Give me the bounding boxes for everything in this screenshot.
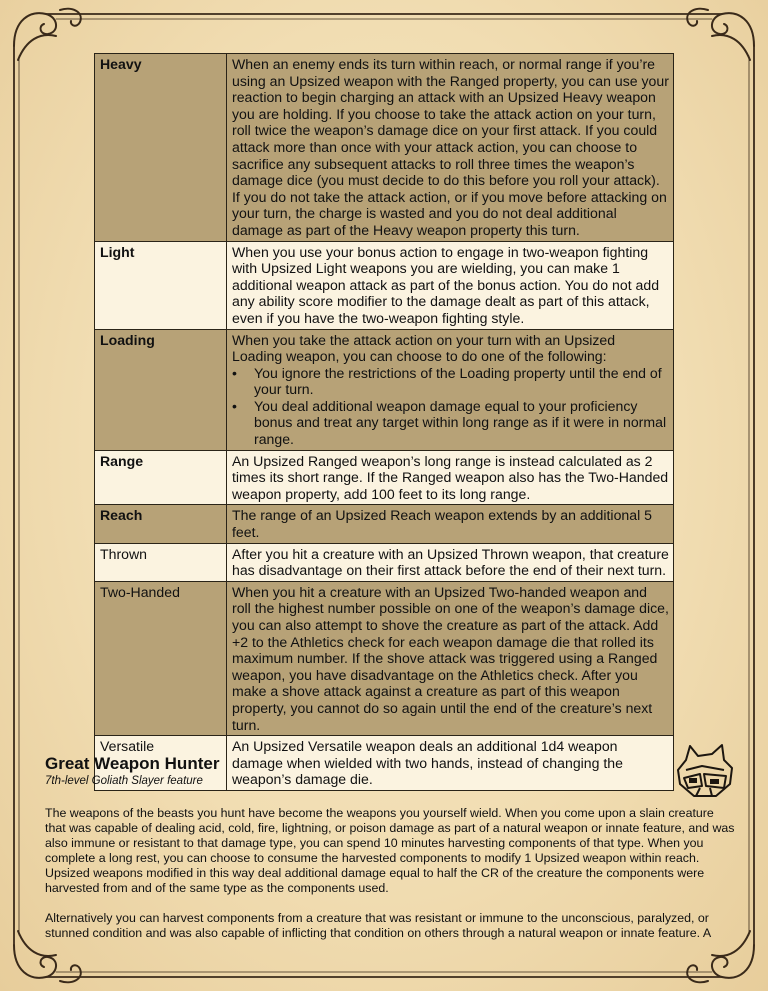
property-row <box>95 241 674 329</box>
property-row <box>95 505 674 543</box>
section-title: Great Weapon Hunter <box>45 754 220 773</box>
property-row <box>95 54 674 242</box>
property-row <box>95 450 674 505</box>
property-name: Range <box>95 450 227 505</box>
property-description: After you hit a creature with an Upsized Thrown weapon, that creature has disadvantage on their first attack before the end of their next turn. <box>232 545 669 579</box>
weapon-properties-table <box>94 53 674 791</box>
property-name: Heavy <box>95 54 227 242</box>
property-description-cell <box>227 543 674 581</box>
property-description: An Upsized Versatile weapon deals an additional 1d4 weapon damage when wielded with two hands, instead of changing the weapon’s damage die. <box>232 738 623 788</box>
property-description: The range of an Upsized Reach weapon extends by an additional 5 feet. <box>232 507 652 541</box>
goliath-helmet-icon <box>672 742 738 800</box>
property-description: When you hit a creature with an Upsized Two-handed weapon and roll the highest number possible on one of the weapon’s damage dice, you can also attempt to shove the creature as part of the attack. Add +2 to the Athletics check for each weapon damage die that rolled its maximum number. If the shove attack was triggered using a Ranged weapon, you have disadvantage on the Athletics check. After you make a shove attack against a creature as part of this weapon property, you cannot do so again until the end of the creature’s next turn. <box>232 583 669 733</box>
property-row <box>95 543 674 581</box>
section-subtitle: 7th-level Goliath Slayer feature <box>45 775 203 787</box>
property-description-cell <box>227 505 674 543</box>
property-description-cell <box>227 329 674 450</box>
property-description: An Upsized Ranged weapon’s long range is instead calculated as 2 times its short range. If the Ranged weapon also has the Two-Handed weapon property, add 100 feet to its long range. <box>232 452 669 502</box>
property-name: Light <box>95 241 227 329</box>
body-paragraph: Alternatively you can harvest components from a creature that was resistant or immune to the unconscious, paralyzed, or stunned condition and was also capable of inflicting that condition on others through a natural weapon or innate feature. A <box>45 911 712 941</box>
property-name: Two-Handed <box>95 581 227 735</box>
body-paragraph: The weapons of the beasts you hunt have become the weapons you yourself wield. When you come upon a slain creature that was capable of dealing acid, cold, fire, lightning, or poison damage as part of a natural weapon or innate feature, and was also immune or resistant to that damage type, you can spend 10 minutes harvesting components of that type. When you complete a long rest, you can choose to consume the harvested components to modify 1 Upsized weapon within reach. Upsized weapons modified in this way deal additional damage equal to half the CR of the creature the components were harvested from and of the same type as the components used. <box>45 806 735 896</box>
property-row <box>95 581 674 735</box>
property-description: When an enemy ends its turn within reach, or normal range if you’re using an Upsized weapon with the Ranged property, you can use your reaction to begin charging an attack with an Upsized Heavy weapon you are holding. If you choose to take the attack action on your turn, roll twice the weapon’s damage dice on your first attack. If you could attack more than once with your attack action, you can choose to sacrifice any subsequent attacks to roll three times the weapon’s damage dice (you must decide to do this before you roll your attack). If you do not take the attack action, or if you move before attacking on your turn, the charge is wasted and you do not deal additional damage as part of the Heavy weapon property this turn. <box>232 56 669 238</box>
property-row <box>95 329 674 450</box>
properties-table-body <box>95 54 674 791</box>
property-description-cell <box>227 736 674 791</box>
property-description-cell <box>227 581 674 735</box>
property-bullet-list <box>232 365 669 448</box>
property-description: When you use your bonus action to engage in two-weapon fighting with Upsized Light weapons you are wielding, you can make 1 additional weapon attack as part of the bonus action. You do not add any ability score modifier to the damage dealt as part of this attack, even if you have the two-weapon fighting style. <box>232 243 660 326</box>
property-name: Versatile <box>95 736 227 791</box>
property-description-cell <box>227 54 674 242</box>
property-description-cell <box>227 241 674 329</box>
bullet-item: • You deal additional weapon damage equal to your proficiency bonus and treat any target within long range as if it were in normal range. <box>232 398 669 448</box>
bullet-item: • You ignore the restrictions of the Loading property until the end of your turn. <box>232 365 669 398</box>
property-name: Thrown <box>95 543 227 581</box>
property-name: Reach <box>95 505 227 543</box>
property-name: Loading <box>95 329 227 450</box>
property-description-cell <box>227 450 674 505</box>
property-description: When you take the attack action on your turn with an Upsized Loading weapon, you can choose to do one of the following: <box>232 331 616 365</box>
